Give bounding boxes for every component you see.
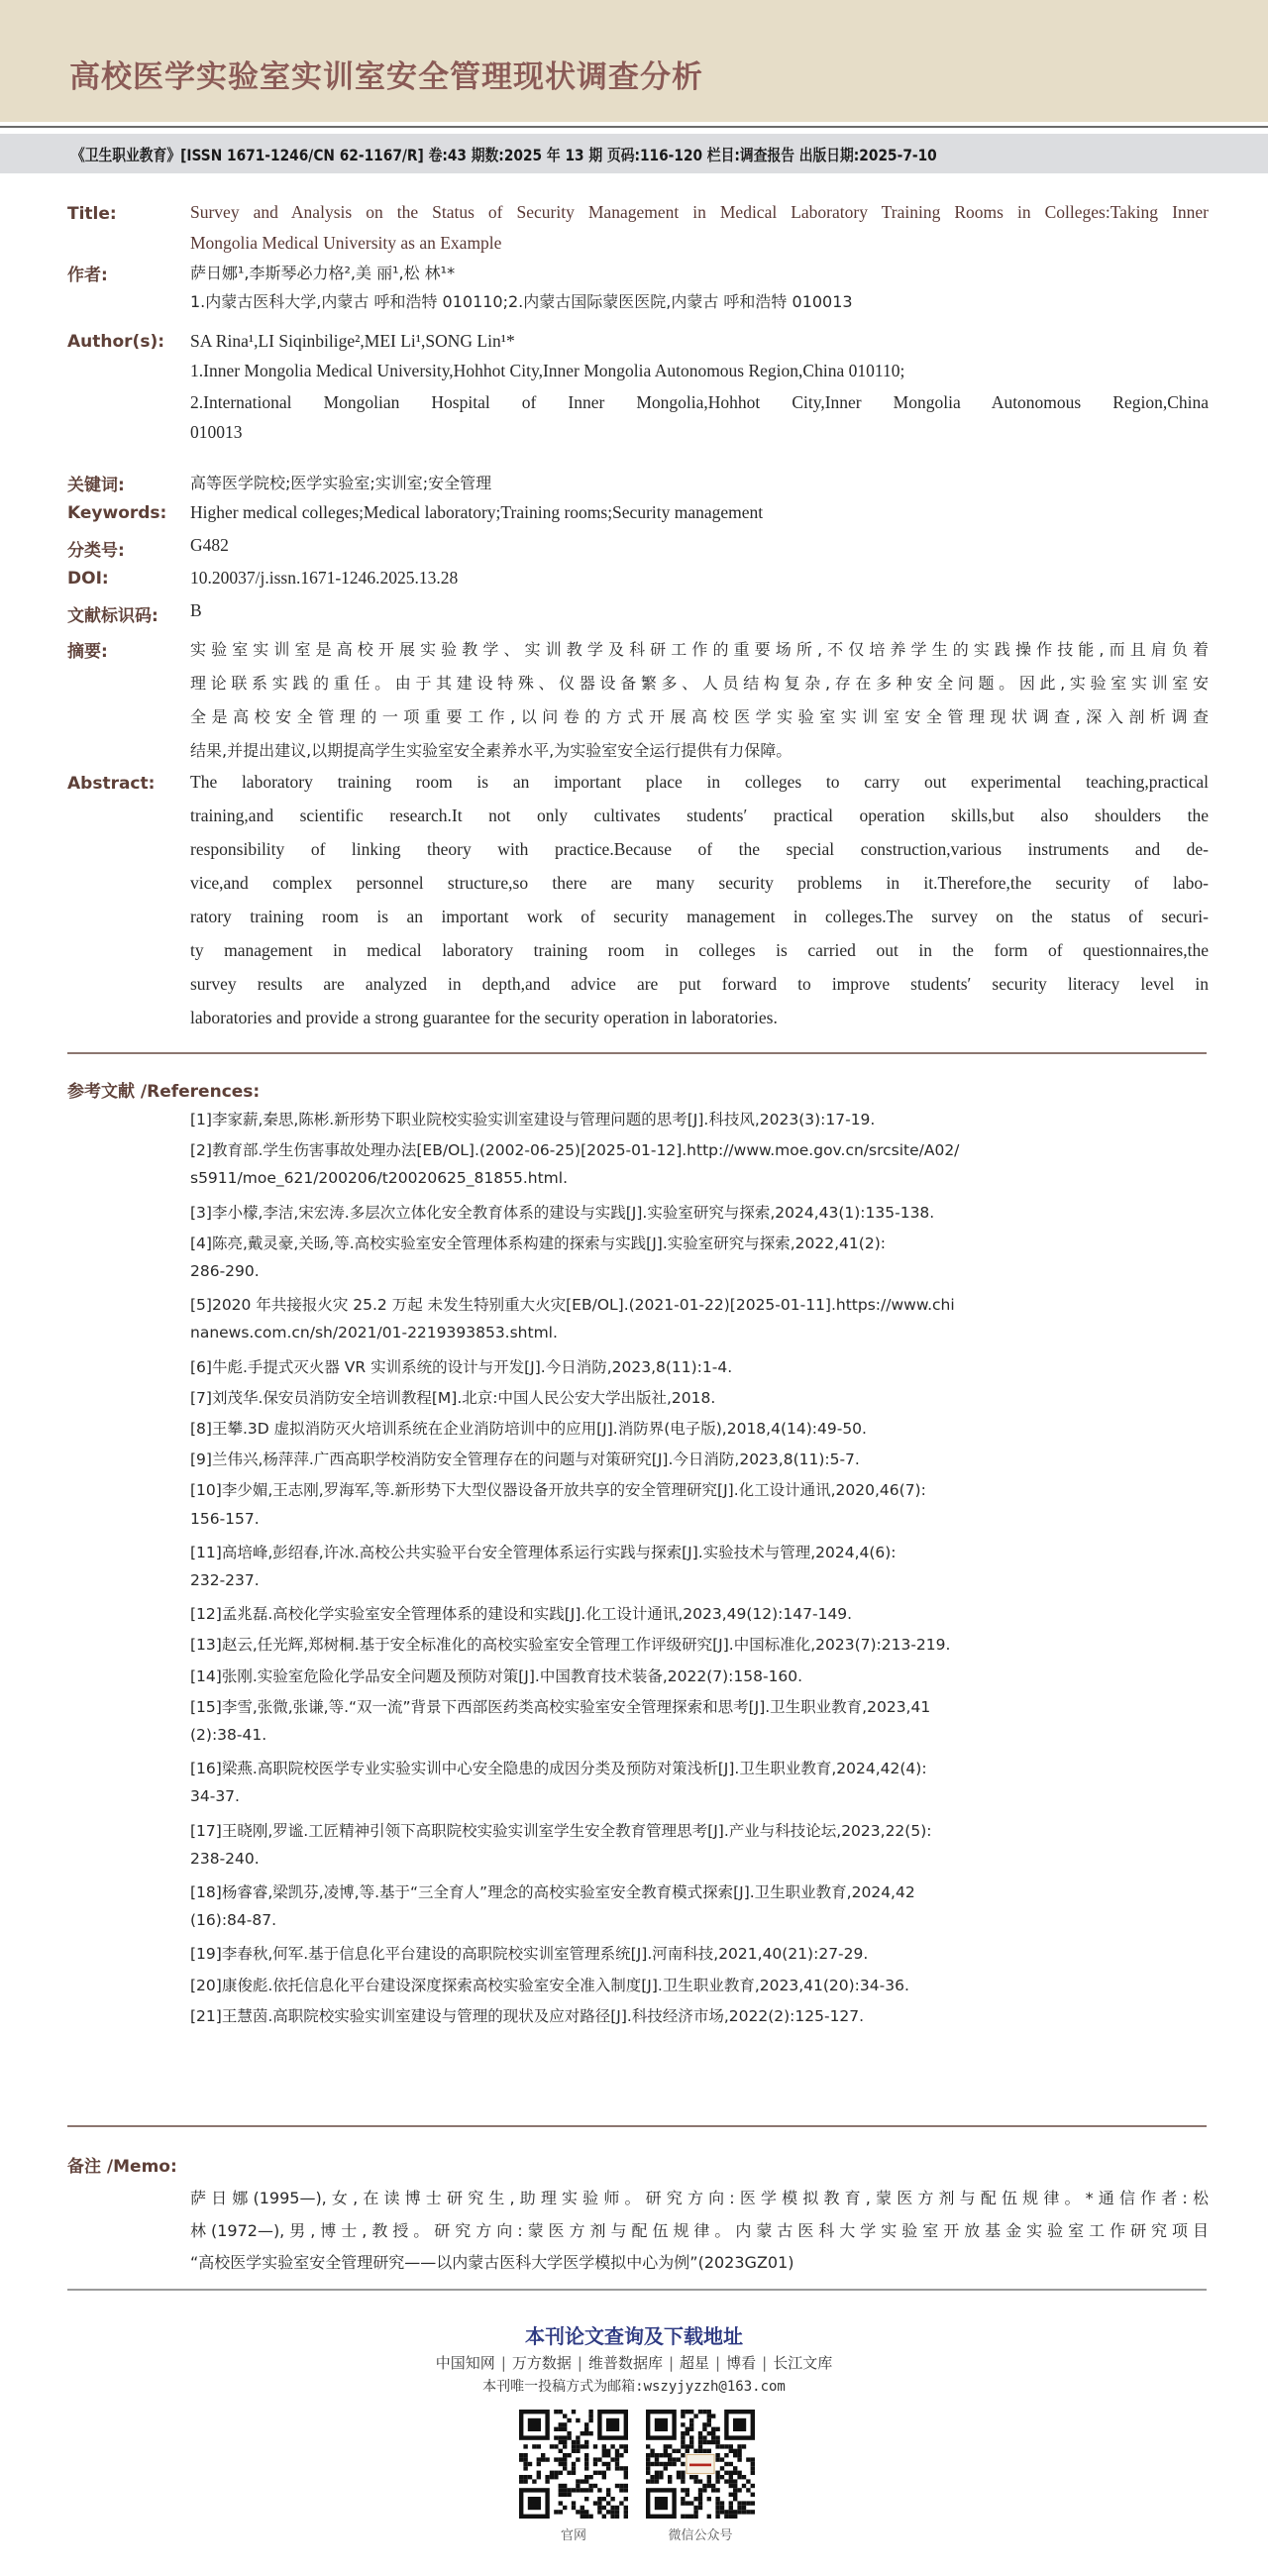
doi-value[interactable]: 10.20037/j.issn.1671-1246.2025.13.28 — [190, 568, 459, 588]
authors-en-label: Author(s): — [67, 332, 165, 352]
reference-line: [15]李雪,张微,张谦,等.“双一流”背景下西部医药类高校实验室安全管理探索和思考[J].卫生职业教育,2023,41 — [190, 1697, 931, 1716]
section-divider — [67, 2289, 1207, 2291]
memo-line-2: 林(1972—),男,博士,教授。研究方向:蒙医方剂与配伍规律。内蒙古医科大学实验室开放基金实验室工作研究项目 — [190, 2221, 1209, 2240]
class-label: 分类号: — [67, 541, 125, 561]
reference-line: s5911/moe_621/200206/t20020625_81855.html. — [190, 1169, 568, 1188]
abstract-en-line-7: survey results are analyzed in depth,and advice are put forward to improve students′ security literacy level in — [190, 974, 1209, 994]
memo-label: 备注 /Memo: — [67, 2157, 177, 2177]
database-link[interactable]: 超星 — [680, 2354, 710, 2372]
reference-line: [3]李小檬,李洁,宋宏涛.多层次立体化安全教育体系的建设与实践[J].实验室研究与探索,2024,43(1):135-138. — [190, 1203, 935, 1222]
reference-line: [6]牛彪.手提式灭火器 VR 实训系统的设计与开发[J].今日消防,2023,8(11):1-4. — [190, 1357, 733, 1376]
link-separator: | — [762, 2354, 768, 2372]
reference-line: [13]赵云,任光辉,郑树桐.基于安全标准化的高校实验室安全管理工作评级研究[J].中国标准化,2023(7):213-219. — [190, 1636, 951, 1655]
reference-line: nanews.com.cn/sh/2021/01-2219393853.shtml. — [190, 1324, 558, 1342]
doi-label: DOI: — [67, 569, 109, 589]
abstract-cn-line-3: 全是高校安全管理的一项重要工作,以问卷的方式开展高校医学实验室实训室安全管理现状调查,深入剖析调查 — [190, 707, 1209, 726]
footer-title: 本刊论文查询及下载地址 — [525, 2324, 743, 2348]
affiliations-cn: 1.内蒙古医科大学,内蒙古 呼和浩特 010110;2.内蒙古国际蒙医医院,内蒙古 呼和浩特 010013 — [190, 292, 853, 311]
reference-line: [16]梁燕.高职院校医学专业实验实训中心安全隐患的成因分类及预防对策浅析[J].卫生职业教育,2024,42(4): — [190, 1760, 927, 1778]
header-band — [0, 0, 1268, 122]
reference-line: [21]王慧茵.高职院校实验实训室建设与管理的现状及应对路径[J].科技经济市场,2022(2):125-127. — [190, 2006, 865, 2025]
abstract-en-line-6: ty management in medical laboratory training room in colleges is carried out in the form of questionnaires,the — [190, 940, 1209, 960]
reference-line: [17]王晓刚,罗谧.工匠精神引领下高职院校实验实训室学生安全教育管理思考[J].产业与科技论坛,2023,22(5): — [190, 1821, 932, 1840]
database-link[interactable]: 长江文库 — [773, 2354, 833, 2372]
abstract-en-line-2: training,and scientific research.It not only cultivates students′ practical operation skills,but also shoulders the — [190, 805, 1209, 825]
reference-line: 238-240. — [190, 1849, 260, 1868]
keywords-en-label: Keywords: — [67, 503, 167, 523]
reference-line: [9]兰伟兴,杨萍萍.广西高职学校消防安全管理存在的问题与对策研究[J].今日消防,2023,8(11):5-7. — [190, 1450, 860, 1469]
abstract-en-line-8: laboratories and provide a strong guarantee for the security operation in laboratories. — [190, 1008, 778, 1027]
authors-cn: 萨日娜¹,李斯琴必力格²,美 丽¹,松 林¹* — [190, 264, 456, 282]
doc-code-label: 文献标识码: — [67, 606, 158, 626]
class-value: G482 — [190, 535, 229, 555]
reference-line: 156-157. — [190, 1509, 260, 1528]
reference-line: [14]张刚.实验室危险化学品安全问题及预防对策[J].中国教育技术装备,2022(7):158-160. — [190, 1666, 803, 1685]
database-link[interactable]: 中国知网 — [435, 2354, 495, 2372]
reference-line: [12]孟兆磊.高校化学实验室安全管理体系的建设和实践[J].化工设计通讯,2023,49(12):147-149. — [190, 1605, 853, 1624]
header-divider — [0, 126, 1268, 128]
title-label: Title: — [67, 204, 117, 224]
journal-meta: 《卫生职业教育》[ISSN 1671-1246/CN 62-1167/R] 卷:43 期数:2025 年 13 期 页码:116-120 栏目:调查报告 出版日期:2025-7-10 — [71, 146, 937, 164]
reference-line: [4]陈亮,戴灵豪,关旸,等.高校实验室安全管理体系构建的探索与实践[J].实验室研究与探索,2022,41(2): — [190, 1234, 886, 1252]
keywords-cn: 高等医学院校;医学实验室;实训室;安全管理 — [190, 474, 492, 492]
reference-line: [5]2020 年共接报火灾 25.2 万起 未发生特别重大火灾[EB/OL].(2021-01-22)[2025-01-11].https://www.chi — [190, 1296, 955, 1315]
abstract-cn-line-2: 理论联系实践的重任。由于其建设特殊、仪器设备繁多、人员结构复杂,存在多种安全问题。因此,实验室实训室安 — [190, 674, 1209, 693]
abstract-en-line-1: The laboratory training room is an important place in colleges to carry out experimental teaching,practical — [190, 772, 1209, 792]
references-label: 参考文献 /References: — [67, 1082, 261, 1102]
link-separator: | — [500, 2354, 506, 2372]
reference-line: [20]康俊彪.依托信息化平台建设深度探索高校实验室安全准入制度[J].卫生职业教育,2023,41(20):34-36. — [190, 1976, 909, 1994]
qr-code-icon[interactable] — [519, 2410, 628, 2519]
abstract-en-line-5: ratory training room is an important work of security management in colleges.The survey on the status of securi- — [190, 907, 1209, 926]
reference-line: 34-37. — [190, 1787, 240, 1806]
link-separator: | — [577, 2354, 582, 2372]
link-separator: | — [715, 2354, 721, 2372]
database-link[interactable]: 维普数据库 — [587, 2354, 663, 2372]
abstract-cn-line-4: 结果,并提出建议,以期提高学生实验室安全素养水平,为实验室安全运行提供有力保障。 — [190, 741, 792, 760]
authors-en: SA Rina¹,LI Siqinbilige²,MEI Li¹,SONG Lin¹* — [190, 331, 515, 351]
abstract-en-line-3: responsibility of linking theory with practice.Because of the special construction,various instruments and de- — [190, 839, 1209, 859]
reference-line: [19]李春秋,何军.基于信息化平台建设的高职院校实训室管理系统[J].河南科技,2021,40(21):27-29. — [190, 1945, 869, 1964]
database-link[interactable]: 万方数据 — [511, 2354, 572, 2372]
doc-code-value: B — [190, 600, 202, 620]
keywords-cn-label: 关键词: — [67, 476, 125, 495]
reference-line: 232-237. — [190, 1571, 260, 1589]
qr-label-wechat: 微信公众号 — [668, 2528, 733, 2543]
section-divider — [67, 2125, 1207, 2127]
reference-line: [1]李家薪,秦思,陈彬.新形势下职业院校实验实训室建设与管理问题的思考[J].科技风,2023(3):17-19. — [190, 1111, 876, 1128]
keywords-en: Higher medical colleges;Medical laboratory;Training rooms;Security management — [190, 502, 764, 522]
reference-line: [7]刘茂华.保安员消防安全培训教程[M].北京:中国人民公安大学出版社,2018. — [190, 1388, 716, 1407]
reference-line: [2]教育部.学生伤害事故处理办法[EB/OL].(2002-06-25)[2025-01-12].http://www.moe.gov.cn/srcsite/A02/ — [190, 1141, 960, 1160]
abstract-en-line-4: vice,and complex personnel structure,so there are many security problems in it.Therefore,the security of labo- — [190, 873, 1209, 893]
submission-email[interactable]: 本刊唯一投稿方式为邮箱:wszyjyzzh@163.com — [482, 2379, 786, 2395]
memo-line-3: “高校医学实验室安全管理研究——以内蒙古医科大学医学模拟中心为例”(2023GZ01) — [190, 2253, 794, 2272]
section-divider — [67, 1052, 1207, 1054]
english-title-line-2: Mongolia Medical University as an Example — [190, 233, 502, 253]
reference-line: [11]高培峰,彭绍春,许冰.高校公共实验平台安全管理体系运行实践与探索[J].实验技术与管理,2024,4(6): — [190, 1543, 897, 1561]
reference-line: [8]王攀.3D 虚拟消防灭火培训系统在企业消防培训中的应用[J].消防界(电子版),2018,4(14):49-50. — [190, 1420, 867, 1438]
link-separator: | — [668, 2354, 675, 2372]
reference-line: [18]杨睿睿,梁凯芬,凌博,等.基于“三全育人”理念的高校实验室安全教育模式探索[J].卫生职业教育,2024,42 — [190, 1883, 915, 1901]
abstract-cn-label: 摘要: — [67, 642, 108, 662]
database-link[interactable]: 博看 — [726, 2354, 757, 2372]
reference-line: 286-290. — [190, 1262, 260, 1280]
database-links — [0, 2352, 1268, 2373]
abstract-en-label: Abstract: — [67, 774, 156, 794]
affiliation-en-2: 2.International Mongolian Hospital of Inner Mongolia,Hohhot City,Inner Mongolia Autonomous Region,China — [190, 392, 1209, 412]
reference-line: [10]李少媚,王志刚,罗海军,等.新形势下大型仪器设备开放共享的安全管理研究[J].化工设计通讯,2020,46(7): — [190, 1481, 926, 1500]
qr-label-website: 官网 — [560, 2528, 586, 2543]
affiliation-en-3: 010013 — [190, 422, 243, 442]
reference-line: (16):84-87. — [190, 1911, 277, 1930]
affiliation-en-1: 1.Inner Mongolia Medical University,Hohhot City,Inner Mongolia Autonomous Region,China 010110; — [190, 361, 905, 380]
authors-cn-label: 作者: — [67, 266, 108, 285]
abstract-cn-line-1: 实验室实训室是高校开展实验教学、实训教学及科研工作的重要场所,不仅培养学生的实践操作技能,而且肩负着 — [190, 640, 1209, 659]
reference-line: (2):38-41. — [190, 1726, 267, 1744]
qr-code-icon[interactable] — [646, 2410, 755, 2519]
memo-line-1: 萨日娜(1995—),女,在读博士研究生,助理实验师。研究方向:医学模拟教育,蒙医方剂与配伍规律。*通信作者:松 — [190, 2189, 1209, 2207]
english-title-line-1: Survey and Analysis on the Status of Security Management in Medical Laboratory Training Rooms in Colleges:Taking Inner — [190, 202, 1209, 222]
page-title: 高校医学实验室实训室安全管理现状调查分析 — [69, 59, 703, 95]
